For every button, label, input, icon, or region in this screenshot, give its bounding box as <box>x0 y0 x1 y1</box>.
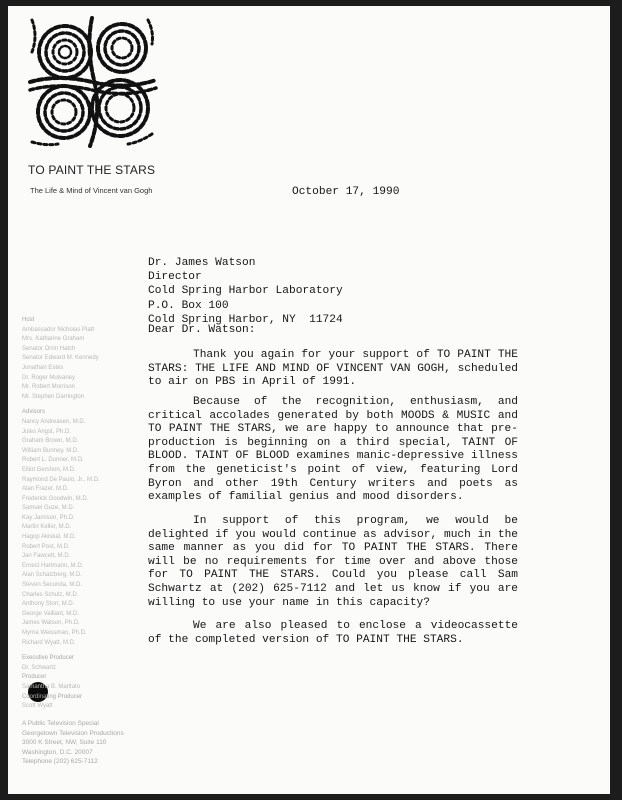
footer-line: A Public Television Special <box>22 720 99 727</box>
sidebar-name: Samantha B. Maritato <box>22 683 81 690</box>
footer-line: Telephone (202) 625-7112 <box>22 758 98 765</box>
sidebar-heading: Producer <box>22 674 47 681</box>
letter-date: October 17, 1990 <box>292 186 400 198</box>
sidebar-name: Mr. Stephen Darrington <box>22 393 85 400</box>
footer-line: 3000 K Street, NW, Suite 110 <box>22 739 107 746</box>
sidebar-heading: Executive Producer <box>22 655 75 662</box>
letter-paragraph: In support of this program, we would be delighted if you would continue as advisor, much in the same manner as you did for TO PAINT THE STARS. There will be no requirements for time over and above those for TO PAINT THE STARS. Could you please call Sam Schwartz at (202) 625-7112 and let us know if you are willing to use your name in this capacity? <box>148 515 518 609</box>
sidebar-name: Mrs. Katharine Graham <box>22 336 85 343</box>
sidebar-name: Martin Keller, M.D. <box>22 524 72 531</box>
address-line: Cold Spring Harbor, NY 11724 <box>148 313 343 326</box>
sidebar-name: Ambassador Nicholas Platt <box>22 326 95 333</box>
sidebar-name: Senator Orrin Hatch <box>22 345 76 352</box>
sidebar-name: Jan Fawcett, M.D. <box>22 553 71 560</box>
footer-line: Georgetown Television Productions <box>22 729 124 737</box>
sidebar-heading: Advisors <box>22 409 46 416</box>
sidebar-name: Dr. Roger Mulvaney <box>22 374 76 381</box>
sidebar-name: William Bunney, M.D. <box>22 447 79 454</box>
sidebar-name: Charles Schulz, M.D. <box>22 591 79 598</box>
sidebar-name: Graham Brown, M.D. <box>22 438 79 445</box>
recipient-address <box>148 256 343 327</box>
sidebar-name: James Watson, Ph.D. <box>22 620 80 627</box>
sidebar-name: Kay Jamison, Ph.D. <box>22 514 75 521</box>
sidebar-name: Senator Edward M. Kennedy <box>22 355 99 362</box>
sidebar-name: Alan Schatzberg, M.D. <box>22 572 83 579</box>
sidebar-name: Alan Frazer, M.D. <box>22 486 69 493</box>
letter-paragraph: Thank you again for your support of TO PAINT THE STARS: THE LIFE AND MIND OF VINCENT VAN GOGH, scheduled to air on PBS in April of 1991. <box>148 349 518 389</box>
sidebar-name: Mr. Robert Morrison <box>22 384 76 391</box>
sidebar-name: Elliot Gershon, M.D. <box>22 466 76 473</box>
sidebar-name: Hagop Akiskal, M.D. <box>22 534 77 541</box>
sidebar-name: Anthony Storr, M.D. <box>22 601 75 608</box>
footer-line: Washington, D.C. 20007 <box>22 748 93 756</box>
sidebar-name: Richard Wyatt, M.D. <box>22 639 76 646</box>
salutation: Dear Dr. Watson: <box>148 324 256 336</box>
sidebar-name: Scott Wyatt <box>22 703 53 710</box>
sidebar-heading: Host <box>22 317 35 323</box>
sidebar-name: Samuel Guze, M.D. <box>22 505 75 512</box>
sidebar-name: Ernest Hartmann, M.D. <box>22 562 84 569</box>
address-line: Cold Spring Harbor Laboratory <box>148 285 343 298</box>
letter-paragraph: We are also pleased to enclose a videocassette of the completed version of TO PAINT THE STARS. <box>148 620 518 646</box>
letter-page <box>8 6 610 794</box>
sidebar-name: Steven Secunda, M.D. <box>22 582 83 589</box>
sidebar-name: Robert Post, M.D. <box>22 543 70 550</box>
sidebar-name: Myrna Weissman, Ph.D. <box>22 630 87 636</box>
letterhead-subtitle: The Life & Mind of Vincent van Gogh <box>30 186 153 195</box>
address-line: Dr. James Watson <box>148 257 256 269</box>
letterhead-footer <box>22 719 172 767</box>
letter-paragraph: Because of the recognition, enthusiasm, and critical accolades generated by both MOODS & MUSIC and TO PAINT THE STARS, we are happy to announce that pre-production is beginning on a third special, TAINT OF BLOOD. TAINT OF BLOOD examines manic-depressive illness from the geneticist's point of view, featuring Lord Byron and other 19th Century writers and poets as examples of familial genius and mood disorders. <box>148 396 518 504</box>
sidebar-name: Dr. Schwartz <box>22 664 57 671</box>
sidebar-name: Jonathan Estes <box>22 364 64 371</box>
swirling-stars-icon <box>28 16 158 148</box>
sidebar-name: Nancy Andreasen, M.D. <box>22 418 86 425</box>
address-line: Director <box>148 271 202 284</box>
sidebar-name: Frederick Goodwin, M.D. <box>22 495 89 502</box>
sidebar-name: Jules Angst, Ph.D. <box>22 428 72 435</box>
sidebar-name: Robert L. Dunner, M.D. <box>22 457 84 464</box>
sidebar-name: George Vaillant, M.D. <box>22 610 79 617</box>
address-line: P.O. Box 100 <box>148 299 229 312</box>
sidebar-heading: Coordinating Producer <box>22 693 83 700</box>
sidebar-name: Raymond De Paulo, Jr., M.D. <box>22 476 100 483</box>
sidebar-credits <box>22 316 142 712</box>
letterhead-title: TO PAINT THE STARS <box>28 163 156 177</box>
